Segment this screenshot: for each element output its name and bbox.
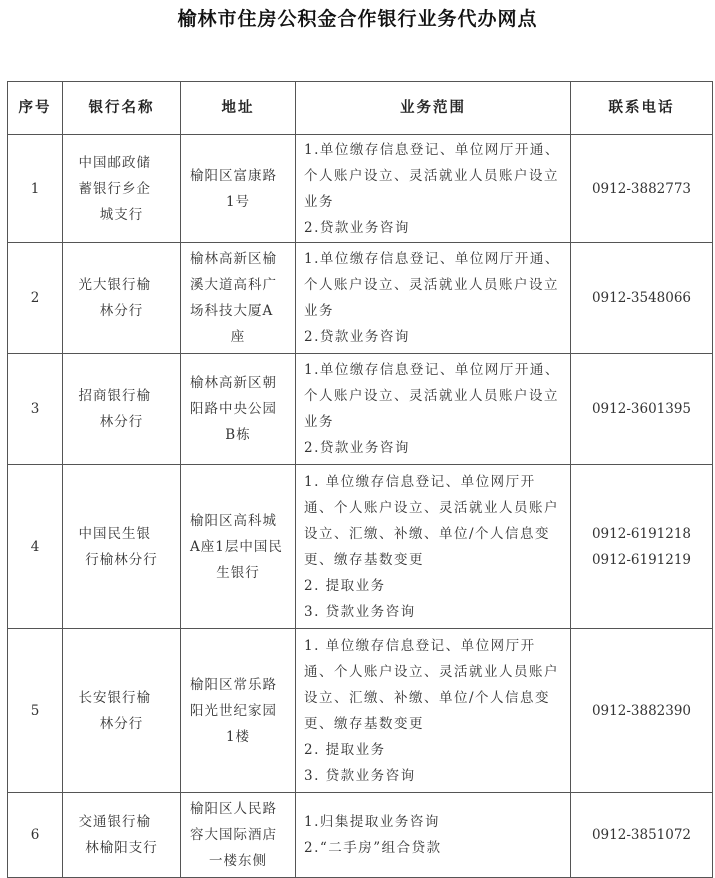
scope-item: 3. 贷款业务咨询 xyxy=(304,603,416,620)
phone-cell xyxy=(571,135,713,243)
bank-name-cell xyxy=(63,465,181,629)
phone-number: 0912-6191219 xyxy=(591,551,692,568)
table-row xyxy=(8,354,713,465)
table-row xyxy=(8,465,713,629)
table-row xyxy=(8,135,713,243)
scope-cell xyxy=(296,793,571,878)
table-row xyxy=(8,629,713,793)
scope-item: 1. 单位缴存信息登记、单位网厅开通、个人账户设立、灵活就业人员账户设立、汇缴、补缴、单位/个人信息变更、缴存基数变更 xyxy=(304,473,559,568)
phone-number: 0912-3882773 xyxy=(591,180,692,197)
scope-item: 1.单位缴存信息登记、单位网厅开通、个人账户设立、灵活就业人员账户设立业务 xyxy=(304,141,560,210)
address-cell xyxy=(181,629,296,793)
phone-number: 0912-3548066 xyxy=(591,290,692,306)
address-cell xyxy=(181,354,296,465)
phone-cell xyxy=(571,354,713,465)
bank-name: 中国邮政储蓄银行乡企城支行 xyxy=(78,154,151,223)
table-header-row xyxy=(8,82,713,135)
page-title: 榆林市住房公积金合作银行业务代办网点 xyxy=(177,8,538,30)
bank-name-cell xyxy=(63,243,181,354)
address-cell xyxy=(181,465,296,629)
scope-item: 2. 提取业务 xyxy=(304,741,386,758)
scope-cell xyxy=(296,135,571,243)
header-phone: 联系电话 xyxy=(571,82,713,135)
address-cell xyxy=(181,135,296,243)
address: 榆阳区富康路1号 xyxy=(190,167,277,210)
address: 榆林高新区朝阳路中央公园B栋 xyxy=(190,375,277,443)
scope-item: 2.“二手房”组合贷款 xyxy=(304,840,442,856)
address: 榆阳区常乐路阳光世纪家园1楼 xyxy=(190,676,277,745)
row-index: 5 xyxy=(8,629,63,793)
row-index: 1 xyxy=(8,135,63,243)
bank-name: 招商银行榆林分行 xyxy=(78,388,151,430)
phone-cell xyxy=(571,243,713,354)
bank-name-cell xyxy=(63,793,181,878)
phone-number: 0912-3851072 xyxy=(591,827,692,843)
header-index: 序号 xyxy=(8,82,63,135)
row-index: 3 xyxy=(8,354,63,465)
bank-name-cell xyxy=(63,629,181,793)
scope-item: 2.贷款业务咨询 xyxy=(304,219,410,236)
scope-item: 3. 贷款业务咨询 xyxy=(304,767,416,784)
branch-table xyxy=(7,81,713,878)
scope-item: 1. 单位缴存信息登记、单位网厅开通、个人账户设立、灵活就业人员账户设立、汇缴、补缴、单位/个人信息变更、缴存基数变更 xyxy=(304,637,559,732)
scope-cell xyxy=(296,243,571,354)
scope-cell xyxy=(296,354,571,465)
table-row xyxy=(8,243,713,354)
row-index: 4 xyxy=(8,465,63,629)
bank-name: 中国民生银行榆林分行 xyxy=(78,525,158,568)
phone-cell xyxy=(571,629,713,793)
scope-item: 1.单位缴存信息登记、单位网厅开通、个人账户设立、灵活就业人员账户设立业务 xyxy=(304,362,560,430)
address: 榆林高新区榆溪大道高科广场科技大厦A座 xyxy=(190,251,277,345)
bank-name-cell xyxy=(63,135,181,243)
table-row xyxy=(8,793,713,878)
address-cell xyxy=(181,243,296,354)
scope-item: 2.贷款业务咨询 xyxy=(304,440,410,456)
bank-name: 交通银行榆林榆阳支行 xyxy=(78,814,158,856)
address: 榆阳区人民路容大国际酒店一楼东侧 xyxy=(190,801,277,869)
address: 榆阳区高科城A座1层中国民生银行 xyxy=(190,512,283,581)
scope-cell xyxy=(296,629,571,793)
scope-item: 1.归集提取业务咨询 xyxy=(304,814,440,830)
phone-number: 0912-3601395 xyxy=(591,401,692,417)
scope-item: 2. 提取业务 xyxy=(304,577,386,594)
phone-cell xyxy=(571,793,713,878)
row-index: 6 xyxy=(8,793,63,878)
phone-cell xyxy=(571,465,713,629)
header-scope: 业务范围 xyxy=(296,82,571,135)
scope-item: 2.贷款业务咨询 xyxy=(304,329,410,345)
header-address: 地址 xyxy=(181,82,296,135)
bank-name-cell xyxy=(63,354,181,465)
row-index: 2 xyxy=(8,243,63,354)
bank-name: 长安银行榆林分行 xyxy=(78,689,151,732)
phone-number: 0912-6191218 xyxy=(591,525,692,542)
scope-item: 1.单位缴存信息登记、单位网厅开通、个人账户设立、灵活就业人员账户设立业务 xyxy=(304,251,560,319)
phone-number: 0912-3882390 xyxy=(591,702,692,719)
address-cell xyxy=(181,793,296,878)
bank-name: 光大银行榆林分行 xyxy=(78,277,151,319)
header-bank: 银行名称 xyxy=(63,82,181,135)
scope-cell xyxy=(296,465,571,629)
